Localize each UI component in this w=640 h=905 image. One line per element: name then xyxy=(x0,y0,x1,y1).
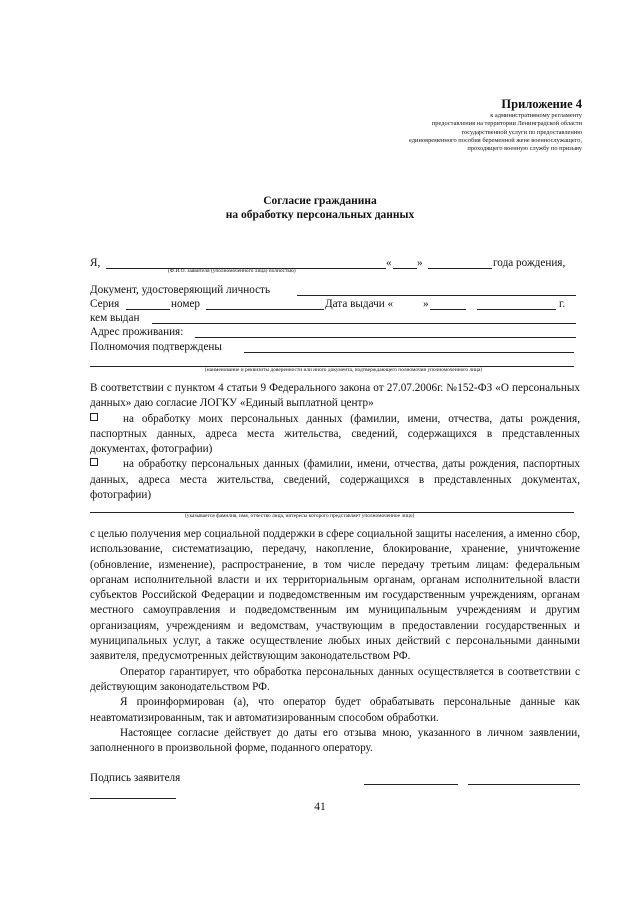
series-field[interactable] xyxy=(126,299,170,310)
authority-field-2[interactable] xyxy=(90,356,574,367)
issue-quote-close: » xyxy=(423,298,429,310)
purpose-block xyxy=(90,527,580,756)
birth-quote-open: « xyxy=(386,257,392,269)
annex-line-4: единовременного пособия беременной жене военнослужащего, xyxy=(409,136,582,144)
issue-year-field[interactable] xyxy=(477,299,556,310)
annex-header xyxy=(409,97,582,153)
option-1-checkbox[interactable] xyxy=(90,413,98,421)
address-field[interactable] xyxy=(195,327,576,338)
annex-line-3: государственной услуги по предоставлению xyxy=(461,128,582,136)
ya-label: Я, xyxy=(90,257,101,269)
annex-title: Приложение 4 xyxy=(501,97,582,111)
title-line-1: Согласие гражданина xyxy=(263,195,377,207)
signature-field[interactable] xyxy=(364,774,458,785)
fio-hint: (Ф.И.О. заявителя (уполномоченного лица) полностью) xyxy=(168,268,296,274)
birth-quote-close: » xyxy=(417,257,423,269)
title-line-2: на обработку персональных данных xyxy=(225,209,415,221)
number-field[interactable] xyxy=(206,299,324,310)
signature-name-field[interactable] xyxy=(468,774,580,785)
subject-hint: (указывается фамилия, имя, отчество лица, интересы которого представляет уполномоченное лицо) xyxy=(185,513,415,519)
option-2-text: на обработку персональных данных (фамилии, имени, отчества, даты рождения, паспортных данных, адреса места жительства, сведений, содержащихся в представленных документах, фотографии) xyxy=(90,458,580,502)
page-number: 41 xyxy=(314,801,326,813)
annex-line-5: проходящего военную службу по призыву xyxy=(467,145,582,153)
year-suffix: г. xyxy=(559,298,566,310)
option-1 xyxy=(90,412,580,458)
validity-text: Настоящее согласие действует до даты его отзыва мною, указанного в личном заявлении, заполненного в произвольной форме, поданного оператору. xyxy=(90,726,580,755)
doc-field[interactable] xyxy=(297,285,576,296)
issue-month-field[interactable] xyxy=(430,299,466,310)
option-2 xyxy=(90,457,580,503)
signature-label: Подпись заявителя xyxy=(90,772,181,784)
authority-field[interactable] xyxy=(244,342,574,353)
informed-text: Я проинформирован (а), что оператор будет обрабатывать персональные данные как неавтоматизированным, так и автоматизированным способом обработки. xyxy=(90,696,580,724)
signature-date-field[interactable] xyxy=(90,788,176,799)
authority-hint: (наименование и реквизиты доверенности или иного документа, подтверждающего полномочия уполномоченного лица) xyxy=(205,367,483,373)
consent-block xyxy=(90,381,580,503)
document-title xyxy=(0,194,640,222)
series-label: Серия xyxy=(90,298,120,310)
option-2-checkbox[interactable] xyxy=(90,458,98,466)
birth-day-field[interactable] xyxy=(393,258,417,269)
annex-line-1: к административному регламенту xyxy=(490,112,582,119)
option-1-text: на обработку моих персональных данных (фамилии, имени, отчества, даты рождения, паспортных данных, адреса места жительства, сведений, содержащихся в представленных документах, фотографии) xyxy=(90,412,580,456)
issue-date-label: Дата выдачи « xyxy=(325,298,394,310)
annex-line-2: предоставления на территории Ленинградской области xyxy=(431,120,582,128)
doc-label: Документ, удостоверяющий личность xyxy=(90,284,271,296)
subject-field[interactable] xyxy=(90,502,574,513)
purpose-text: с целью получения мер социальной поддержки в сфере социальной защиты населения, а именно сбор, использование, систематизацию, передачу, накопление, блокирование, хранение, уничтожение (обновление, изменение), распространение, в том числе передачу третьим лицам: федеральным органам исполнительной власти и их территориальным органам, органам исполнительной власти субъектов Российской Федерации и подведомственным им государственным учреждениям, органам местного самоуправления и подведомственным им муниципальным учреждениям и другим организациям, учреждениям и ведомствам, участвующим в предоставлении государственных и муниципальных услуг, а также осуществление любых иных действий с персональными данными заявителя, предусмотренных действующим законодательством РФ. xyxy=(90,528,580,663)
birth-year-label: года рождения, xyxy=(493,257,566,269)
issued-by-label: кем выдан xyxy=(90,312,140,324)
birth-month-field[interactable] xyxy=(428,258,492,269)
authority-label: Полномочия подтверждены xyxy=(90,341,222,353)
issued-by-field[interactable] xyxy=(152,313,576,324)
operator-text: Оператор гарантирует, что обработка персональных данных осуществляется в соответствии с действующим законодательством РФ. xyxy=(90,665,580,693)
number-label: номер xyxy=(171,298,201,310)
address-label: Адрес проживания: xyxy=(90,326,184,338)
intro-text: В соответствии с пунктом 4 статьи 9 Федерального закона от 27.07.2006г. №152-ФЗ «О персональных данных» даю согласие ЛОГКУ «Единый выплатной центр» xyxy=(90,382,580,410)
